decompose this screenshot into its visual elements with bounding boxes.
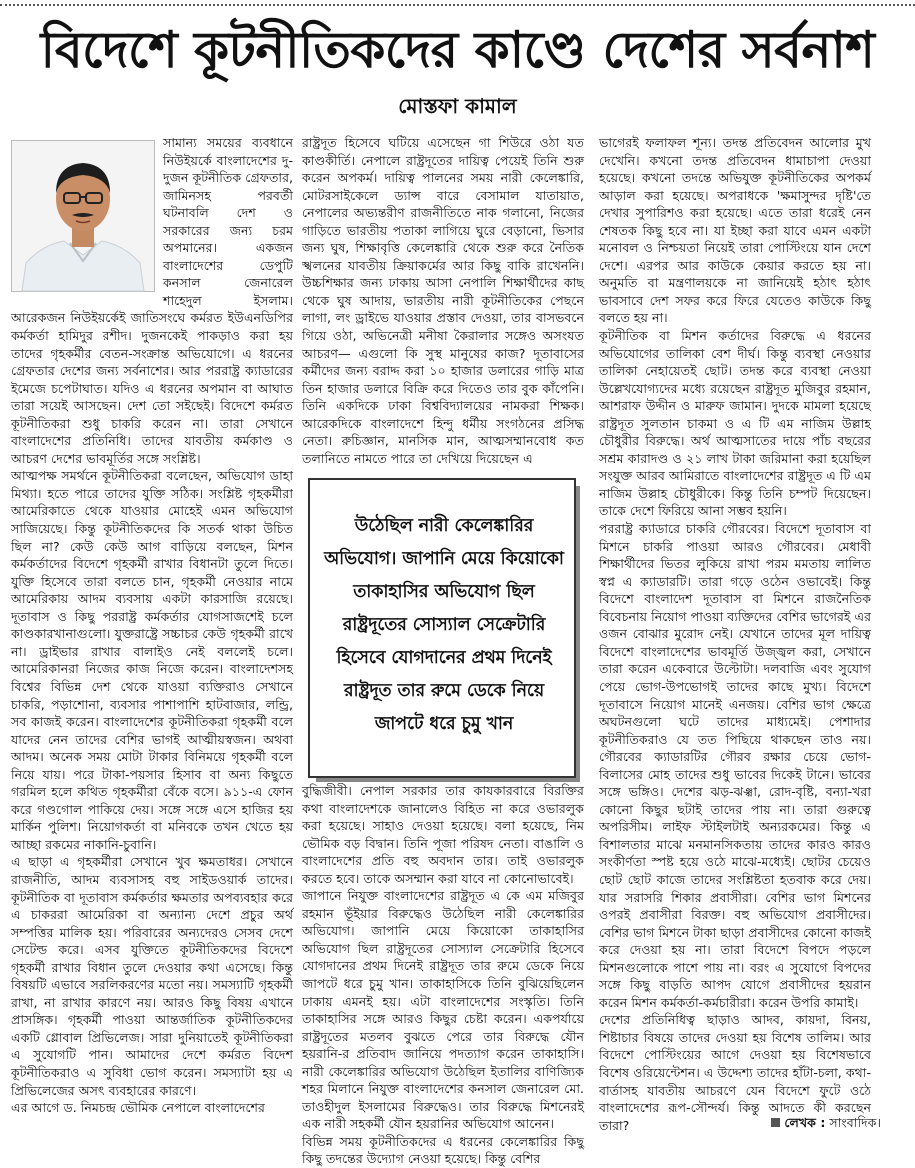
pull-quote-text: উঠেছিল নারী কেলেঙ্কারির অভিযোগ। জাপানি মেয়ে কিয়োকো তাকাহাসির অভিযোগ ছিল রাষ্ট্রদূতের সোস্যাল সেক্রেটারি হিসেবে যোগদানের প্রথম দিনেই রাষ্ট্রদূত তার রুমে ডেকে নিয়ে জাপটে ধরে চুমু খান	[324, 516, 564, 734]
article-column-1	[11, 134, 293, 1158]
headline: বিদেশে কূটনীতিকদের কাণ্ডে দেশের সর্বনাশ	[40, 21, 875, 79]
column-1-text: সামান্য সময়ের ব্যবধানে নিউইয়র্কে বাংলাদেশের দু-দুজন কূটনীতিক গ্রেফতার, জামিনসহ পরবর্তী ঘটনাবলি দেশ ও সরকারের জন্য চরম অপমানের। একজন বাংলাদেশের ডেপুটি কনসাল জেনারেল শাহেদুল ইসলাম। আরেকজন নিউইয়র্কেই জাতিসংঘে কর্মরত ইউএনডিপির কর্মকর্তা হামিদুর রশীদ। দুজনকেই পাকড়াও করা হয় তাদের গৃহকর্মীর বেতন-সংক্রান্ত অভিযোগে। এ ধরনের গ্রেফতার দেশের জন্য সর্বনাশের। আর পররাষ্ট্র ক্যাডারের ইমেজে চপেটাঘাত। যদিও এ ধরনের অপমান বা আঘাত তারা সয়েই আসছেন। দেশ তো সইছেই। বিদেশে কর্মরত কূটনীতিকরা শুধু চাকরি করেন না। তারা সেখানে বাংলাদেশের প্রতিনিধি। তাদের যাবতীয় কর্মকাণ্ড ও আচরণ দেশের ভাবমূর্তির সঙ্গে সংশ্লিষ্ট। আত্মপক্ষ সমর্থনে কূটনীতিকরা বলেছেন, অভিযোগ ডাহা মিথ্যা। হতে পারে তাদের যুক্তি সঠিক। সংশ্লিষ্ট গৃহকর্মীরা আমেরিকাতে থেকে যাওয়ার মোহেই এমন অভিযোগ সাজিয়েছে। কিন্তু কূটনীতিকদের কি সতর্ক থাকা উচিত ছিল না? কেউ কেউ আগ বাড়িয়ে বলছেন, মিশন কর্মকর্তাদের বিদেশে গৃহকর্মী রাখার বিধানটা তুলে দিতে। যুক্তি হিসেবে তারা বলতে চান, গৃহকর্মী নেওয়ার নামে আমেরিকায় আদম ব্যবসায় একটা কারসাজি রয়েছে। দূতাবাস ও কিছু পররাষ্ট্র কর্মকর্তার যোগসাজশেই চলে কাণ্ডকারখানাগুলো। যুক্তরাষ্ট্রে সচ্চাচর কেউ গৃহকর্মী রাখে না। ড্রাইভার রাখার বালাইও নেই বললেই চলে। আমেরিকানরা নিজের কাজ নিজে করেন। বাংলাদেশসহ বিশ্বের বিভিন্ন দেশ থেকে যাওয়া ব্যক্তিরাও সেখানে চাকরি, পড়াশোনা, ব্যবসার পাশাপাশি হাটবাজার, লন্ড্রি, সব কাজই করেন। বাংলাদেশের কূটনীতিকরা গৃহকর্মী বলে যাদের নেন তাদের বেশির ভাগই আত্মীয়স্বজন। অথবা আদম। অনেক সময় মোটা টাকার বিনিময়ে গৃহকর্মী বলে নিয়ে যায়। পরে টাকা-পয়সার হিসাব বা অন্য কিছুতে গরমিল হলে কথিত গৃহকর্মীরা বেঁকে বসে। ৯১১-এ ফোন করে গণ্ডগোল পাকিয়ে দেয়। সঙ্গে সঙ্গে এসে হাজির হয় মার্কিন পুলিশ। নিয়োগকর্তা বা মনিবকে তখন খেতে হয় আচ্ছা রকমের নাকানি-চুবানি। এ ছাড়া এ গৃহকর্মীরা সেখানে খুব ক্ষমতাধর। সেখানে রাজনীতি, আদম ব্যবসাসহ বহু সাইডওয়ার্ক তাদের। কূটনীতিক বা দূতাবাস কর্মকর্তার ক্ষমতার অপব্যবহার করে এ চাকররা আমেরিকা বা অন্যান্য দেশে প্রচুর অর্থ সম্পত্তির মালিক হয়। পরিবারের অন্যদেরও সেসব দেশে সেটেল্ড করে। এসব যুক্তিতে কূটনীতিকদের বিদেশে গৃহকর্মী রাখার বিধান তুলে দেওয়ার কথা এসেছে। কিন্তু বিষয়টি এভাবে সরলিকরণের মতো নয়। সমস্যাটি গৃহকর্মী রাখা, না রাখার কারণে নয়। আরও কিছু বিষয় এখানে প্রাসঙ্গিক। গৃহকর্মী পাওয়া আন্তর্জাতিক কূটনীতিকদের একটি গ্লোবাল প্রিভিলেজ। সারা দুনিয়াতেই কূটনীতিকরা এ সুযোগটি পান। আমাদের দেশে কর্মরত বিদেশ কূটনীতিকরাও এ সুবিধা ভোগ করেন। সমস্যাটা হয় এ প্রিভিলেজের অসৎ ব্যবহারের কারণে। এর আগে ড. নিমচন্দ্র ভৌমিক নেপালে বাংলাদেশের	[11, 135, 293, 1116]
column-2-text-bottom: বুদ্ধিজীবী। নেপাল সরকার তার কাযকারবারে বিরক্তির কথা বাংলাদেশকে জানালেও বিহিত না করে ওভারলুক করা হয়েছে। সাহাও দেওয়া হয়েছে। বলা হয়েছে, নিম ভৌমিক বড় বিদ্বান। তিনি পূজা পরিষদ নেতা। বাঙালি ও বাংলাদেশের প্রতি বহু অবদান তার। তাই ওভারলুক করতে হবে। তাকে অসম্মান করা যাবে না কোনোভাবেই। জাপানে নিযুক্ত বাংলাদেশের রাষ্ট্রদূত এ কে এম মজিবুর রহমান ভূঁইয়ার বিরুদ্ধেও উঠেছিল নারী কেলেঙ্কারির অভিযোগ। জাপানি মেয়ে কিয়োকো তাকাহাসির অভিযোগ ছিল রাষ্ট্রদূতের সোস্যাল সেক্রেটারি হিসেবে যোগদানের প্রথম দিনেই রাষ্ট্রদূত তার রুমে ডেকে নিয়ে জাপটে ধরে চুমু খান। তাকাহাসিকে তিনি বুঝিয়েছিলেন ঢাকায় এমনই হয়। এটা বাংলাদেশের সংস্কৃতি। তিনি তাকাহাসির সঙ্গে আরও কিছুর চেষ্টা করেন। একপর্যায়ে রাষ্ট্রদূতের মতলব বুঝতে পেরে তার বিরুদ্ধে যৌন হয়রানি-র প্রতিবাদ জানিয়ে পদত্যাগ করেন তাকাহাসি। নারী কেলেঙ্কারির অভিযোগ উঠেছিল ইতালির বাণিজ্যিক শহর মিলানে নিযুক্ত বাংলাদেশের কনসাল জেনারেল মো. তাওহীদুল ইসলামের বিরুদ্ধেও। তার বিরুদ্ধে মিশনেরই এক নারী সহকর্মী যৌন হয়রানির অভিযোগ আনেন। বিভিন্ন সময় কূটনীতিকদের এ ধরনের কেলেঙ্কারির কিছু কিছু তদন্তের উদ্যোগ নেওয়া হয়েছে। কিন্তু বেশির	[302, 783, 584, 1167]
column-3-text: ভাগেরই ফলাফল শূন্য। তদন্ত প্রতিবেদন আলোর মুখ দেখেনি। কখনো তদন্ত প্রতিবেদন ধামাচাপা দেওয়া হয়েছে। কখনো তদন্তে অভিযুক্ত কূটনীতিকের অপকর্ম আড়াল করা হয়েছে। অপরাধকে 'ক্ষমাসুন্দর দৃষ্টি'তে দেখার সুপারিশও করা হয়েছে। এতে তারা ধরেই নেন শেষতক কিছু হবে না। যা ইচ্ছা করা যাবে এমন একটা মনোবল ও নিশ্চয়তা নিয়েই তারা পোস্টিংয়ে যান দেশে দেশে। এরপর আর কাউকে কেয়ার করতে হয় না। অনুমতি বা মন্ত্রণালয়কে না জানিয়েই হঠাৎ হঠাৎ ভাবসাবে দেশ সফর করে ফিরে যেতেও কাউকে কিছু বলতে হয় না। কূটনীতিক বা মিশন কর্তাদের বিরুদ্ধে এ ধরনের অভিযোগের তালিকা বেশ দীর্ঘ। কিন্তু ব্যবস্থা নেওয়ার তালিকা নেহায়েতই ছোট। তদন্ত করে ব্যবস্থা নেওয়া উল্লেখযোগ্যদের মধ্যে রয়েছেন রাষ্ট্রদূত মুজিবুর রহমান, আশরাফ উদ্দীন ও মারুফ জামান। দুদকে মামলা হয়েছে রাষ্ট্রদূত সুলতান চাকমা ও এ টি এম নাজিম উল্লাহ চৌধুরীর বিরুদ্ধে। অর্থ আত্মসাতের দায়ে পাঁচ বছরের সশ্রম কারাদণ্ড ও ২১ লাখ টাকা জরিমানা করা হয়েছিল সংযুক্ত আরব আমিরাতে বাংলাদেশের রাষ্ট্রদূত এ টি এম নাজিম উল্লাহ চৌধুরীকে। কিন্তু তিনি চম্পট দিয়েছেন। তাকে দেশে ফিরিয়ে আনা সম্ভব হয়নি। পররাষ্ট্র ক্যাডারে চাকরি গৌরবের। বিদেশে দূতাবাস বা মিশনে চাকরি পাওয়া আরও গৌরবের। মেধাবী শিক্ষার্থীদের ভিতর লুকিয়ে রাখা পরম মমতায় লালিত স্বপ্ন এ ক্যাডারটি। তারা গড়ে ওঠেন ওভাবেই। কিন্তু বিদেশে বাংলাদেশ দূতাবাস বা মিশনে রাজনৈতিক বিবেচনায় নিয়োগ পাওয়া ব্যক্তিদের বেশির ভাগেরই এর ওজন বোঝার মুরোদ নেই। যেখানে তাদের মূল দায়িত্ব বিদেশে বাংলাদেশের ভাবমূর্তি উজ্জ্বল করা, সেখানে তারা করেন একেবারে উল্টোটা। দলবাজি এবং সুযোগ পেয়ে ভোগ-উপভোগই তাদের কাছে মুখ্য। বিদেশে দূতাবাসে নিয়োগ মানেই এনজয়। বেশির ভাগ ক্ষেত্রে অঘটনগুলো ঘটে তাদের মাধ্যমেই। পেশাদার কূটনীতিকরাও যে তত পিছিয়ে থাকছেন তাও নয়। গৌরবের ক্যাডারটির গৌরব রক্ষার চেয়ে ভোগ-বিলাসের মোহ তাদের শুধু ভাবের দিকেই টানে। ভাবের সঙ্গে ভঙ্গিও। দেশের ঝড়-ঝঞ্ঝা, রোদ-বৃষ্টি, বন্যা-খরা কোনো কিছুর ছটাই তাদের পায় না। তারা গুরুত্বে অপরিসীম। লাইফ স্টাইলটাই অন্যরকমের। কিন্তু এ বিশালতার মাঝে মনমানসিকতায় তাদের কারও কারও সংকীর্ণতা স্পষ্ট হয়ে ওঠে মাঝে-মধ্যেই। ছোটর চেয়েও ছোট ছোট কাজে তাদের সংশ্লিষ্টতা হতবাক করে দেয়। যার সরাসরি শিকার প্রবাসীরা। বেশির ভাগ মিশনের ওপরই প্রবাসীরা বিরক্ত। বহু অভিযোগ প্রবাসীদের। বেশির ভাগ মিশনে টাকা ছাড়া প্রবাসীদের কোনো কাজই করে দেওয়া হয় না। তারা বিদেশে বিপদে পড়লে মিশনগুলোকে পাশে পায় না। বরং এ সুযোগে বিপদের সঙ্গে কিছু বাড়তি আপদ যোগে প্রবাসীদের হয়রান করেন মিশন কর্মকর্তা-কর্মচারীরা। করেন উপরি কামাই। দেশের প্রতিনিধিত্ব ছাড়াও আদব, কায়দা, বিনয়, শিষ্টাচার বিষয়ে তাদের দেওয়া হয় বিশেষ তালিম। আর বিদেশে পোস্টিংয়ের আগে দেওয়া হয় বিশেষভাবে বিশেষ ওরিয়েন্টেশন। এ উদ্দেশ্য তাদের হাঁটা-চলা, কথা-বার্তাসহ যাবতীয় আচরণে যেন বিদেশে ফুটে ওঠে বাংলাদেশের রূপ-সৌন্দর্য। কিন্তু আদতে কী করছেন তারা?	[599, 135, 871, 1133]
author-photo	[11, 140, 155, 292]
top-dotted-rule	[0, 4, 915, 6]
pull-quote-box	[308, 478, 576, 778]
author-portrait-icon	[12, 141, 154, 291]
article-column-3	[599, 134, 871, 1134]
signature-value: সাংবাদিক।	[829, 1115, 881, 1130]
signature-label: লেখক :	[784, 1115, 826, 1130]
author-signature	[746, 1114, 881, 1132]
column-2-text-top: রাষ্ট্রদূত হিসেবে ঘটিয়ে এসেছেন গা শিউরে ওঠা যত কাণ্ডকীর্তি। নেপালে রাষ্ট্রদূতের দায়িত্ব পেয়েই তিনি শুরু করেন অপকর্ম। দায়িত্ব পালনের সময় নারী কেলেঙ্কারি, মোটরসাইকেলে ড্যান্স বারে বেসামাল যাতায়াত, নেপালের অভ্যন্তরীণ রাজনীতিতে নাক গলানো, নিজের গাড়িতে ভারতীয় পতাকা লাগিয়ে ঘুরে বেড়ানো, ভিসার জন্য ঘুষ, শিক্ষাবৃত্তি কেলেঙ্কারি থেকে শুরু করে নৈতিক স্খলনের যাবতীয় ক্রিয়াকর্মের আর কিছু বাকি রাখেননি। উচ্চশিক্ষার জন্য ঢাকায় আসা নেপালি শিক্ষার্থীদের কাছ থেকে ঘুষ আদায়, ভারতীয় নারী কূটনীতিকের পেছনে লাগা, লং ড্রাইভে যাওয়ার প্রস্তাব দেওয়া, তার বাসভবনে গিয়ে ওঠা, অভিনেত্রী মনীষা কৈরালার সঙ্গেও অসংযত আচরণ— এগুলো কি সুস্থ মানুষের কাজ? দূতাবাসের কর্মীদের জন্য বরাদ্দ করা ১০ হাজার ডলারের গাড়ি মাত্র তিন হাজার ডলারে বিক্রি করে দিতেও তার বুক কাঁপেনি। তিনি একদিকে ঢাকা বিশ্ববিদ্যালয়ের নামকরা শিক্ষক। আরেকদিকে বাংলাদেশে হিন্দু ধর্মীয় সংগঠনের প্রসিদ্ধ নেতা। রুচিজ্ঞান, মানসিক মান, আত্মসম্মানবোধ কত তলানিতে নামতে পারে তা দেখিয়ে দিয়েছেন এ	[302, 135, 584, 466]
square-bullet-icon	[771, 1118, 780, 1127]
byline: মোস্তফা কামাল	[398, 94, 517, 118]
